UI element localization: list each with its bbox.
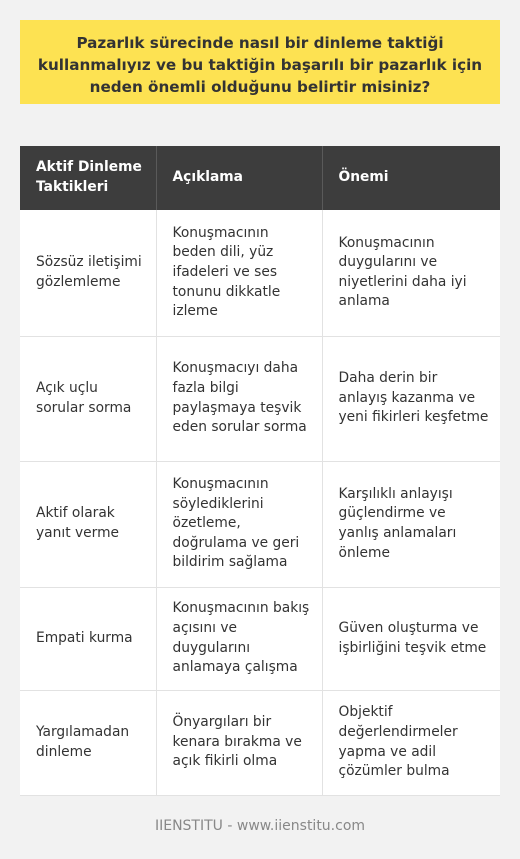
question-text: Pazarlık sürecinde nasıl bir dinleme taktiği kullanmalıyız ve bu taktiğin başarılı bir pazarlık için neden önemli olduğunu belirtir misiniz? <box>37 34 483 96</box>
cell-tactic: Açık uçlu sorular sorma <box>20 336 156 461</box>
cell-importance: Karşılıklı anlayışı güçlendirme ve yanlış anlamaları önleme <box>322 461 500 587</box>
cell-tactic: Sözsüz iletişimi gözlemleme <box>20 210 156 336</box>
cell-description: Konuşmacının bakış açısını ve duygularını anlamaya çalışma <box>156 587 322 690</box>
cell-importance: Konuşmacının duygularını ve niyetlerini daha iyi anlama <box>322 210 500 336</box>
cell-description: Konuşmacının beden dili, yüz ifadeleri ve ses tonunu dikkatle izleme <box>156 210 322 336</box>
table-row <box>20 461 500 587</box>
footer <box>0 818 520 834</box>
cell-tactic: Aktif olarak yanıt verme <box>20 461 156 587</box>
cell-importance: Objektif değerlendirmeler yapma ve adil çözümler bulma <box>322 690 500 795</box>
cell-tactic: Empati kurma <box>20 587 156 690</box>
cell-description: Konuşmacıyı daha fazla bilgi paylaşmaya teşvik eden sorular sorma <box>156 336 322 461</box>
cell-description: Konuşmacının söylediklerini özetleme, doğrulama ve geri bildirim sağlama <box>156 461 322 587</box>
table-row <box>20 210 500 336</box>
header-description: Açıklama <box>156 146 322 210</box>
table-row <box>20 336 500 461</box>
cell-importance: Güven oluşturma ve işbirliğini teşvik etme <box>322 587 500 690</box>
cell-importance: Daha derin bir anlayış kazanma ve yeni fikirleri keşfetme <box>322 336 500 461</box>
cell-tactic: Yargılamadan dinleme <box>20 690 156 795</box>
table-row <box>20 690 500 795</box>
header-tactics: Aktif Dinleme Taktikleri <box>20 146 156 210</box>
footer-text: IIENSTITU - www.iienstitu.com <box>154 818 366 834</box>
tactics-table <box>20 146 500 796</box>
header-importance: Önemi <box>322 146 500 210</box>
cell-description: Önyargıları bir kenara bırakma ve açık fikirli olma <box>156 690 322 795</box>
table-row <box>20 587 500 690</box>
question-banner <box>20 20 500 104</box>
table-header-row <box>20 146 500 210</box>
